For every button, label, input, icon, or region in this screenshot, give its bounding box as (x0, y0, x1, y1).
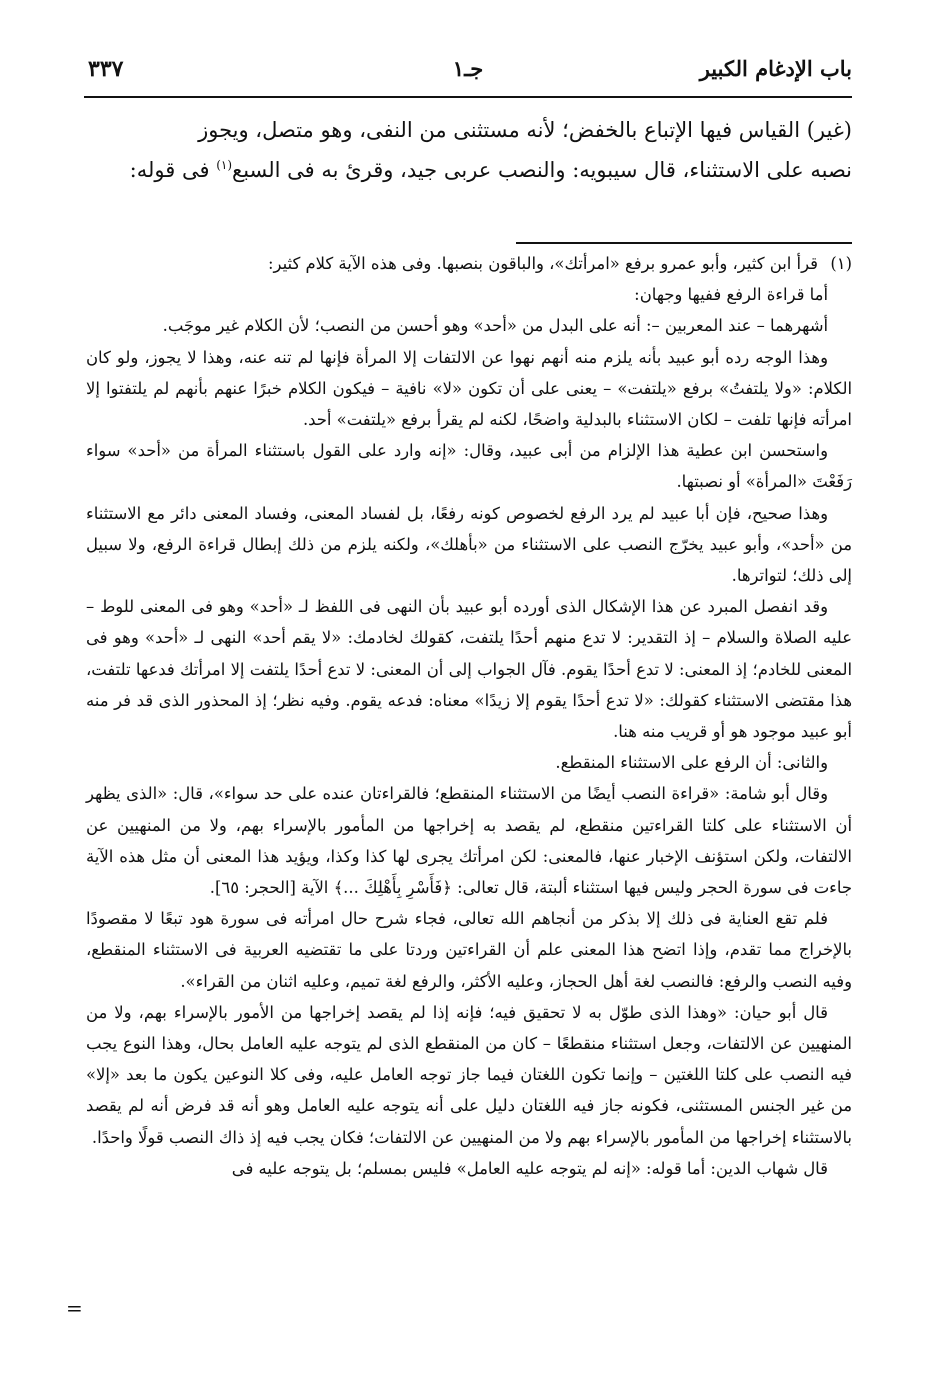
footnote-entry (86, 248, 852, 279)
footnote-label: (١) (830, 254, 852, 273)
footnote-paragraph: أشهرهما – عند المعربين –: أنه على البدل من «أحد» وهو أحسن من النصب؛ لأن الكلام غير موجَب. (162, 316, 828, 336)
footnote-paragraph: واستحسن ابن عطية هذا الإلزام من أبى عبيد، وقال: «إنه وارد على القول باستثناء المرأة من «أحد» سواء رَفَعْتَ «المرأة» أو نصبتها. (86, 441, 852, 492)
footnote-paragraph: والثانى: أن الرفع على الاستثناء المنقطع. (555, 753, 828, 773)
footnote-paragraph: قرأ ابن كثير، وأبو عمرو برفع «امرأتك»، والباقون بنصبها. وفى هذه الآية كلام كثير: (268, 254, 818, 273)
main-line-2-text: نصبه على الاستثناء، قال سيبويه: والنصب عربى جيد، وقرئ به فى السبع (232, 158, 852, 182)
footnote-block (86, 248, 852, 1184)
volume-label: جـ١ (452, 56, 484, 81)
footnote-paragraph: وهذا صحيح، فإن أبا عبيد لم يرد الرفع لخصوص كونه رفعًا، بل لفساد المعنى، وفساد المعنى دائر مع الاستثناء من «أحد»، وأبو عبيد يخرّج النصب على الاستثناء من «بأهلك»، ولكنه يلزم من ذلك إبطال قراءة الرفع، ولا سبيل إلى ذلك؛ لتواترها. (86, 503, 852, 586)
footnote-paragraph: قال أبو حيان: «وهذا الذى طوّل به لا تحقيق فيه؛ فإنه إذا لم يقصد إخراجها من الأمور بالإسراء بهم، ولا من المنهيين عن الالتفات، وجعل استثناء منقطعًا – كان من المنقطع الذى لم يتوجه عليه العامل بحال، وهذا النوع يجب فيه النصب على كلتا اللغتين – وإنما تكون اللغتان فيما جاز توجه العامل عليه، وفى كلا النوعين يكون ما بعد «إلا» من غير الجنس المستثنى، فكونه جاز فيه اللغتان دليل على أنه يتوجه عليه العامل وهو أنه قد فرض أنه لم يقصد بالاستثناء إخراجها من المأمور بالإسراء بهم ولا من المنهيين عن الالتفات؛ فكان يجب فيه إذ ذاك النصب قولًا واحدًا. (86, 1002, 852, 1147)
footnote-paragraph: أما قراءة الرفع ففيها وجهان: (634, 285, 828, 305)
footnote-paragraph: قال شهاب الدين: أما قوله: «إنه لم يتوجه عليه العامل» فليس بمسلم؛ بل يتوجه عليه فى (231, 1158, 828, 1178)
footnote-separator (516, 242, 852, 244)
footnote-reference: (١) (216, 158, 233, 172)
main-line-1: (غير) القياس فيها الإتباع بالخفض؛ لأنه مستثنى من النفى، وهو متصل، ويجوز (198, 118, 852, 142)
chapter-title: باب الإدغام الكبير (699, 56, 852, 81)
page-header (84, 56, 852, 94)
header-rule (84, 96, 852, 98)
page-number: ٣٣٧ (88, 56, 124, 82)
footnote-paragraph: وقال أبو شامة: «قراءة النصب أيضًا من الاستثناء المنقطع؛ فالقراءتان عنده على حد سواء»، قال: «الذى يظهر أن الاستثناء على كلتا القراءتين منقطع، لم يقصد به إخراجها من المأمور بالإسراء بهم، ولا من المنهيين عن الالتفات، ولكن استؤنف الإخبار عنها، فالمعنى: لكن امرأتك يجرى لها كذا وكذا، ويؤيد هذا المعنى أن مثل هذه الآية جاءت فى سورة الحجر وليس فيها استثناء ألبتة، قال تعالى: ﴿فَأَسْرِ بِأَهْلِكَ ...﴾ الآية [الحجر: ٦٥]. (86, 784, 852, 898)
main-line-2 (86, 150, 852, 190)
main-line-2-end: فى قوله: (129, 158, 217, 182)
continuation-mark: = (66, 1296, 83, 1320)
footnote-paragraph: وهذا الوجه رده أبو عبيد بأنه يلزم منه أنهم نهوا عن الالتفات إلا المرأة فإنها لم تنه عنه، وهذا لا يجوز، ولو كان الكلام: «ولا يلتفتُ» برفع «يلتفت» – يعنى على أن تكون «لا» نافية – فيكون الكلام خبرًا عنهم بأنهم لم يلتفتوا إلا امرأته فإنها تلفت – لكان الاستثناء بالبدلية واضحًا، لكنه لم يقرأ برفع «يلتفت» أحد. (86, 347, 852, 430)
footnote-paragraph: فلم تقع العناية فى ذلك إلا بذكر من أنجاهم الله تعالى، فجاء شرح حال امرأته فى سورة هود تبعًا لا مقصودًا بالإخراج مما تقدم، وإذا اتضح هذا المعنى علم أن القراءتين وردتا على ما تقتضيه العربية فى الاستثناء المنقطع، وفيه النصب والرفع: فالنصب لغة أهل الحجاز، وعليه الأكثر، والرفع لغة تميم، وعليه اثنان من القراء». (86, 909, 852, 991)
main-text (86, 110, 852, 190)
footnote-paragraph: وقد انفصل المبرد عن هذا الإشكال الذى أورده أبو عبيد بأن النهى فى اللفظ لـ «أحد» وهو فى المعنى للوط – عليه الصلاة والسلام – إذ التقدير: لا تدع منهم أحدًا يلتفت، كقولك لخادمك: «لا يقم أحد» النهى لـ «أحد» وهو فى المعنى للخادم؛ إذ المعنى: لا تدع أحدًا يقوم. فآل الجواب إلى أن المعنى: لا تدع أحدًا يلتفت إلا امرأتك فدعها تلتفت، هذا مقتضى الاستثناء كقولك: «لا تدع أحدًا يقوم إلا زيدًا» معناه: فدعه يقوم. وفيه نظر؛ إذ المحذور الذى قد فر منه أبو عبيد موجود هو أو قريب منه هنا. (86, 597, 852, 742)
